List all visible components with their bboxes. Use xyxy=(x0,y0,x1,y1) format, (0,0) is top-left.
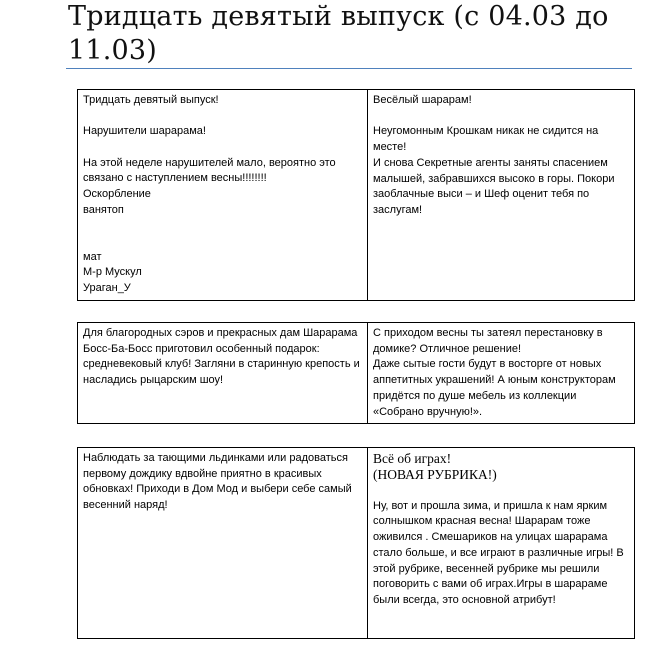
violation-category: мат xyxy=(83,250,102,263)
fun-text-2: И снова Секретные агенты заняты спасением малышей, забравшихся высоко в горы. Покори заоблачные выси – и Шеф оценит тебя по заслугам! xyxy=(373,156,615,216)
home-decor-text-2: Даже сытые гости будут в восторге от новых аппетитных украшений! А юным конструкторам придётся по душе мебель из коллекции «Собрано вручную!». xyxy=(373,358,616,418)
fashion-house-text: Наблюдать за тающими льдинками или радоваться первому дождику вдвойне приятно в красивых обновках! Приходи в Дом Мод и выбери себе самый весенний наряд! xyxy=(83,452,352,512)
medieval-club-text: Для благородных сэров и прекрасных дам Шарарама Босс-Ба-Босс приготовил особенный подарок: средневековый клуб! Загляни в старинную крепость и насладись рыцарским шоу! xyxy=(83,327,360,387)
violator-name: ванятоп xyxy=(83,203,124,216)
cell-violators xyxy=(78,90,368,301)
issue-heading: Тридцать девятый выпуск! xyxy=(83,94,219,106)
fun-text-1: Неугомонным Крошкам никак не сидится на месте! xyxy=(373,125,599,154)
cell-games xyxy=(368,448,635,639)
games-heading: Всё об играх! xyxy=(373,451,452,466)
document-title: Тридцать девятый выпуск (с 04.03 до 11.03) xyxy=(68,1,609,66)
violators-heading: Нарушители шарарама! xyxy=(83,125,206,138)
violation-category: Оскорбление xyxy=(83,188,151,201)
games-subheading: (НОВАЯ РУБРИКА!) xyxy=(373,467,497,482)
cell-fashion-house xyxy=(78,448,368,639)
newsletter-block-3 xyxy=(77,447,635,639)
cell-medieval-club xyxy=(78,323,368,424)
violator-name: Ураган_У xyxy=(83,282,131,294)
violator-name: М-р Мускул xyxy=(83,266,142,279)
fun-heading: Весёлый шарарам! xyxy=(373,94,472,106)
newsletter-block-2 xyxy=(77,322,635,424)
title-underline xyxy=(66,68,632,69)
violators-intro: На этой неделе нарушителей мало, вероятно это связано с наступлением весны!!!!!!!! xyxy=(83,156,336,185)
cell-home-decor xyxy=(368,323,635,424)
home-decor-text-1: С приходом весны ты затеял перестановку в домике? Отличное решение! xyxy=(373,327,603,355)
games-text: Ну, вот и прошла зима, и пришла к нам ярким солнышком красная весна! Шарарам тоже оживился . Смешариков на улицах шарарама стало больше, и все играют в различные игры! В этой рубрике, весенней рубрике мы решили поговорить с вами об играх.Игры в шарараме были всегда, это основной атрибут! xyxy=(373,499,624,606)
newsletter-block-1 xyxy=(77,89,635,301)
cell-fun-shararam xyxy=(368,90,635,301)
